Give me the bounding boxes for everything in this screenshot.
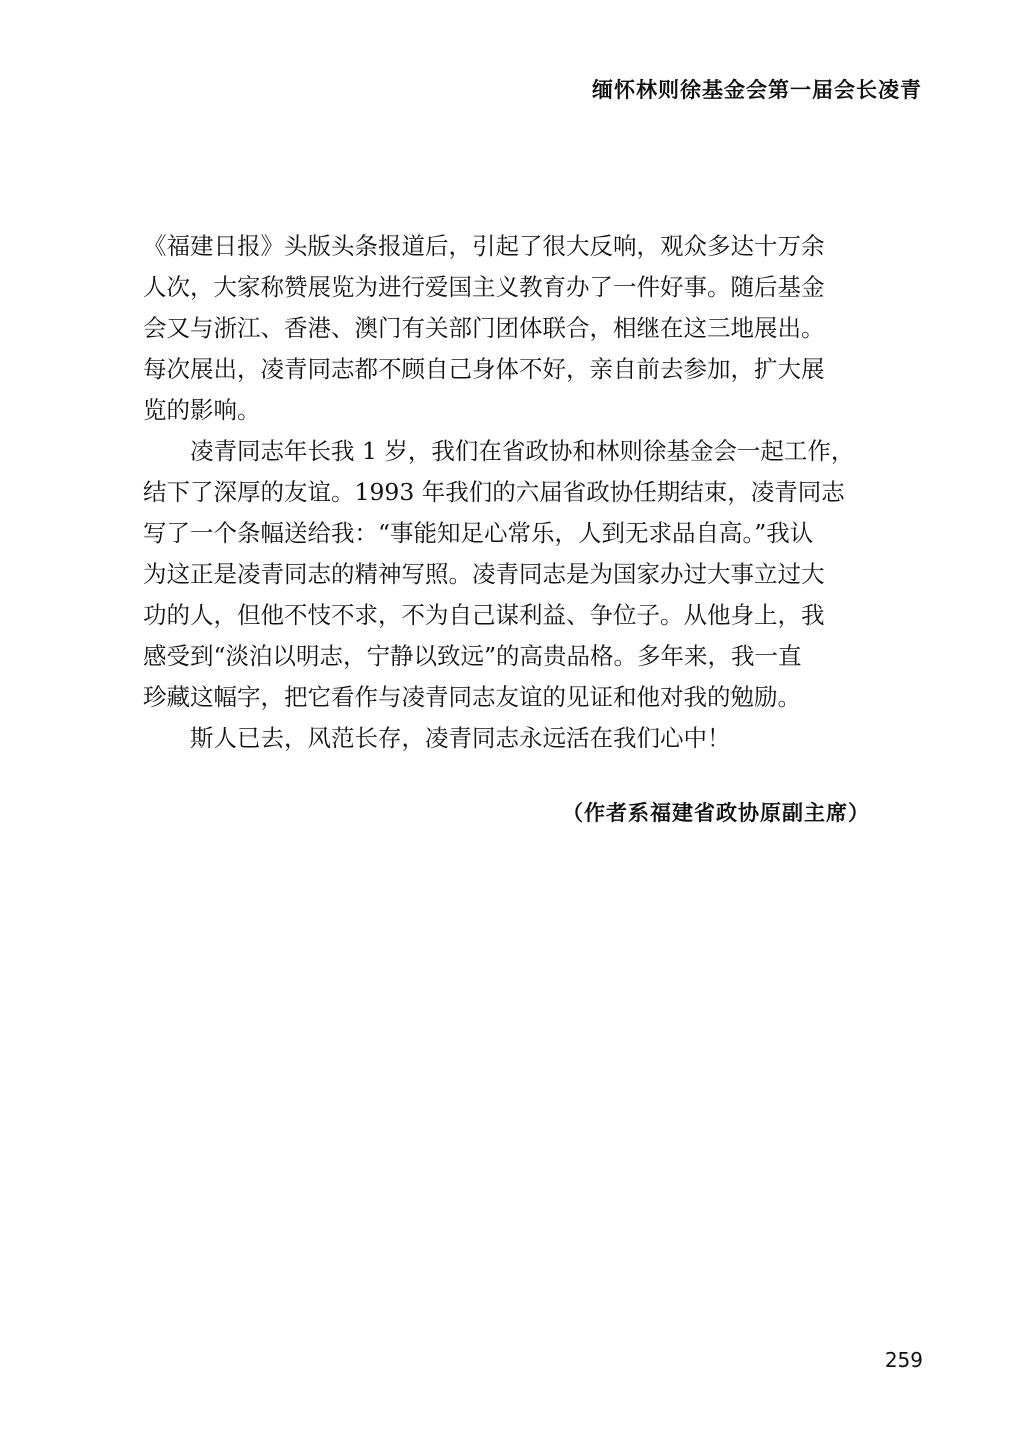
body-text xyxy=(143,226,878,759)
text-line: 珍藏这幅字，把它看作与凌青同志友谊的见证和他对我的勉励。 xyxy=(143,683,801,711)
text-line: 结下了深厚的友谊。1993 年我们的六届省政协任期结束，凌青同志 xyxy=(143,478,845,506)
text-line: 凌青同志年长我 1 岁，我们在省政协和林则徐基金会一起工作， xyxy=(190,437,855,465)
text-line: 会又与浙江、香港、澳门有关部门团体联合，相继在这三地展出。 xyxy=(143,314,825,342)
text-line: 人次，大家称赞展览为进行爱国主义教育办了一件好事。随后基金 xyxy=(143,273,825,301)
text-line: 每次展出，凌青同志都不顾自己身体不好，亲自前去参加，扩大展 xyxy=(143,355,825,383)
page-number: 259 xyxy=(884,1348,923,1372)
text-line: 斯人已去，风范长存，凌青同志永远活在我们心中！ xyxy=(190,724,731,752)
text-line: 功的人，但他不忮不求，不为自己谋利益、争位子。从他身上，我 xyxy=(143,601,825,629)
author-byline: （作者系福建省政协原副主席） xyxy=(562,800,870,825)
text-line: 览的影响。 xyxy=(143,396,261,424)
text-line: 感受到“淡泊以明志，宁静以致远”的高贵品格。多年来，我一直 xyxy=(143,642,802,670)
text-line: 写了一个条幅送给我：“事能知足心常乐，人到无求品自高。”我认 xyxy=(143,519,814,547)
running-header: 缅怀林则徐基金会第一届会长凌青 xyxy=(592,77,922,102)
text-line: 《福建日报》头版头条报道后，引起了很大反响，观众多达十万余 xyxy=(143,232,825,260)
text-line: 为这正是凌青同志的精神写照。凌青同志是为国家办过大事立过大 xyxy=(143,560,825,588)
